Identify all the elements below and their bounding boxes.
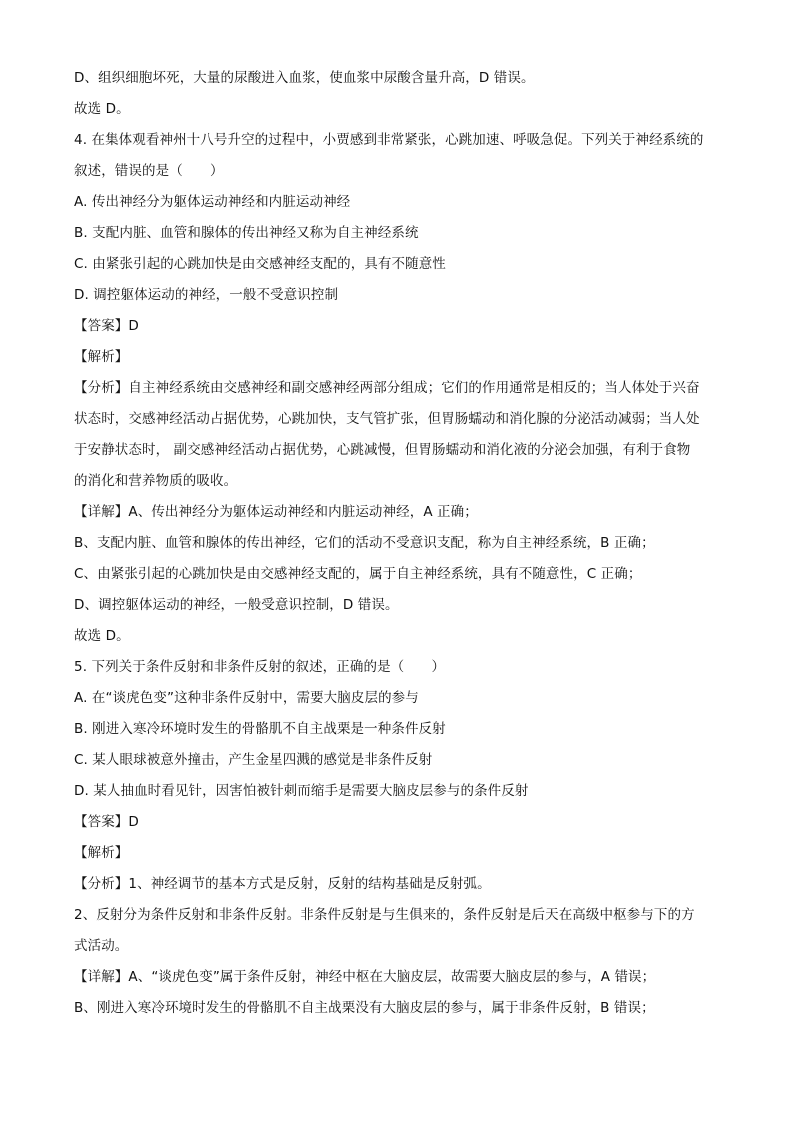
question-5-analysis-heading: 【解析】 <box>74 845 129 861</box>
question-5-option-a: A. 在“谈虎色变”这种非条件反射中，需要大脑皮层的参与 <box>74 690 419 706</box>
text-line: D、组织细胞坏死，大量的尿酸进入血浆，使血浆中尿酸含量升高，D 错误。 <box>74 70 535 86</box>
question-4-option-d: D. 调控躯体运动的神经，一般不受意识控制 <box>74 287 339 303</box>
document-body <box>74 63 724 1024</box>
question-4-conclusion: 故选 D。 <box>74 628 130 644</box>
question-5-option-d: D. 某人抽血时看见针，因害怕被针刺而缩手是需要大脑皮层参与的条件反射 <box>74 783 529 799</box>
question-5-analysis: 式活动。 <box>74 938 129 954</box>
question-5-analysis: 【分析】1、神经调节的基本方式是反射，反射的结构基础是反射弧。 <box>74 876 491 892</box>
question-5-detail: 【详解】A、“谈虎色变”属于条件反射，神经中枢在大脑皮层，故需要大脑皮层的参与，A 错误； <box>74 969 656 985</box>
question-4-detail: C、由紧张引起的心跳加快是由交感神经支配的，属于自主神经系统，具有不随意性，C 正确； <box>74 566 642 582</box>
question-5-detail: B、刚进入寒冷环境时发生的骨骼肌不自主战栗没有大脑皮层的参与，属于非条件反射，B 错误； <box>74 1000 655 1016</box>
question-4-option-b: B. 支配内脏、血管和腺体的传出神经又称为自主神经系统 <box>74 225 419 241</box>
question-5-answer: 【答案】D <box>74 814 139 830</box>
question-5-option-c: C. 某人眼球被意外撞击，产生金星四溅的感觉是非条件反射 <box>74 752 433 768</box>
question-4-detail: D、调控躯体运动的神经，一般受意识控制，D 错误。 <box>74 597 399 613</box>
text-line: 故选 D。 <box>74 101 130 117</box>
question-4-detail: 【详解】A、传出神经分为躯体运动神经和内脏运动神经，A 正确； <box>74 504 478 520</box>
question-4-detail: B、支配内脏、血管和腺体的传出神经，它们的活动不受意识支配，称为自主神经系统，B 正确； <box>74 535 655 551</box>
question-4-stem-cont: 叙述，错误的是（ ） <box>74 163 224 179</box>
question-4-analysis: 的消化和营养物质的吸收。 <box>74 473 238 489</box>
question-4-analysis: 于安静状态时， 副交感神经活动占据优势，心跳减慢，但胃肠蠕动和消化液的分泌会加强，有利于食物 <box>74 442 691 458</box>
question-4-analysis: 状态时，交感神经活动占据优势，心跳加快，支气管扩张，但胃肠蠕动和消化腺的分泌活动减弱；当人处 <box>74 411 700 427</box>
question-4-stem: 4. 在集体观看神州十八号升空的过程中，小贾感到非常紧张，心跳加速、呼吸急促。下列关于神经系统的 <box>74 132 704 148</box>
question-5-stem: 5. 下列关于条件反射和非条件反射的叙述，正确的是（ ） <box>74 659 446 675</box>
question-5-option-b: B. 刚进入寒冷环境时发生的骨骼肌不自主战栗是一种条件反射 <box>74 721 446 737</box>
question-4-analysis-heading: 【解析】 <box>74 349 129 365</box>
question-4-answer: 【答案】D <box>74 318 139 334</box>
question-4-option-a: A. 传出神经分为躯体运动神经和内脏运动神经 <box>74 194 351 210</box>
question-4-option-c: C. 由紧张引起的心跳加快是由交感神经支配的，具有不随意性 <box>74 256 446 272</box>
question-4-analysis: 【分析】自主神经系统由交感神经和副交感神经两部分组成；它们的作用通常是相反的；当人体处于兴奋 <box>74 380 700 396</box>
question-5-analysis: 2、反射分为条件反射和非条件反射。非条件反射是与生俱来的，条件反射是后天在高级中枢参与下的方 <box>74 907 695 923</box>
